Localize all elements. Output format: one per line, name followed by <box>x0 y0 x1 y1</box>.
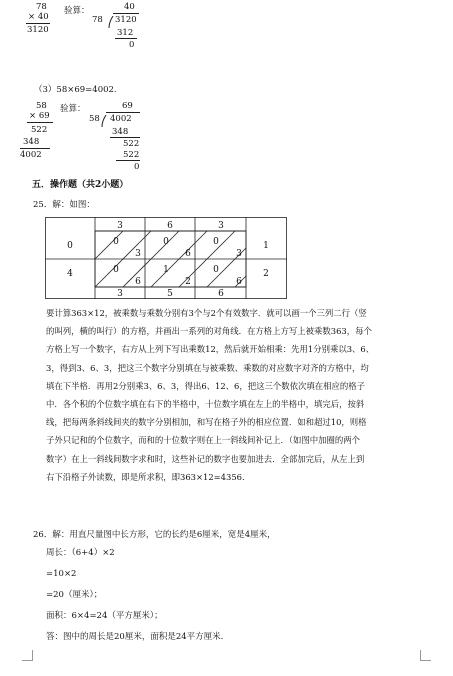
grid-top-2: 6 <box>167 221 173 231</box>
cell-r1c2-tens: 0 <box>163 237 169 247</box>
div1-bar <box>113 13 139 14</box>
section-title: 五．操作题（共2小题） <box>32 180 129 190</box>
cell-r2c1-tens: 0 <box>113 265 119 275</box>
div3-step1: 348 <box>112 127 129 137</box>
mul1-rule <box>26 23 50 24</box>
cell-r2c2-units: 2 <box>185 277 191 287</box>
q25-label: 25．解：如图： <box>33 200 95 210</box>
grid-left-2: 4 <box>67 269 73 279</box>
mul3-rule-1 <box>27 122 53 123</box>
mul1-line-2: × 40 <box>28 12 49 22</box>
mul3-line-4: 348 <box>23 137 40 147</box>
paragraph-line: 要计算363×12，被乘数与乘数分别有3个与2个有效数字．就可以画一个三列二行（竖 <box>46 308 367 318</box>
q26-line-6: 答：图中的周长是20厘米，面积是24平方厘米. <box>46 632 224 642</box>
corner-mark-bottom-right <box>420 650 431 661</box>
grid-right-1: 1 <box>263 241 269 251</box>
paragraph-line: 3，得到3、6、3，把这三个数字分别填在与被乘数、乘数的对应数字对齐的方格中，均 <box>46 362 369 373</box>
cell-r2c3-units: 6 <box>236 277 242 287</box>
mul1-line-1: 78 <box>36 2 47 12</box>
cell-r2c3-tens: 0 <box>213 265 219 275</box>
div3-step2: 522 <box>123 139 140 149</box>
calc3-heading: （3）58×69=4002. <box>34 85 117 95</box>
paragraph-line: 方格上写一个数字，右方从上列下写出乘数12，然后就开始相乘：先用1分别乘以3、6、 <box>46 344 375 355</box>
mul3-line-1: 58 <box>36 101 47 111</box>
mul3-line-2: × 69 <box>29 111 50 121</box>
q26-line-1: 26．解：用直尺量图中长方形，它的长约是6厘米，宽是4厘米， <box>33 530 276 540</box>
q26-line-3: =10×2 <box>46 569 77 579</box>
div1-quotient: 40 <box>124 2 135 12</box>
paragraph-line: 的叫列，横的叫行）的方格，并画出一系列的对角线．在方格上方写上被乘数363，每个 <box>46 326 372 337</box>
paragraph-line: 中．各个积的个位数字填在右下的半格中，十位数字填在左上的半格中，填完后，按斜 <box>46 399 365 410</box>
cell-r1c1-units: 3 <box>135 249 141 259</box>
div1-divisor: 78 <box>92 15 103 25</box>
grid-right-2: 2 <box>263 269 269 279</box>
cell-r1c2-units: 6 <box>185 249 191 259</box>
mul3-rule-2 <box>20 148 50 149</box>
lattice-grid <box>45 217 287 299</box>
cell-r2c1-units: 6 <box>135 277 141 287</box>
div3-bracket <box>101 112 109 124</box>
paragraph-line: 数字）在上一斜线间数字求和时，这些补记的数字也要加进去．全部加完后，从左上到 <box>46 453 365 464</box>
check-label-3: 验算： <box>60 104 86 114</box>
corner-mark-bottom-left <box>22 650 33 661</box>
grid-left-1: 0 <box>67 241 73 251</box>
check-label-1: 验算： <box>64 6 90 16</box>
div3-dividend: 4002 <box>110 114 132 124</box>
q25-paragraph <box>46 304 432 486</box>
div1-step1: 312 <box>117 28 134 38</box>
cell-r1c1-tens: 0 <box>113 237 119 247</box>
q26-line-2: 周长：（6+4）×2 <box>46 548 115 558</box>
grid-top-1: 3 <box>117 221 123 231</box>
div1-remainder: 0 <box>129 40 135 50</box>
mul1-product: 3120 <box>27 25 49 35</box>
paragraph-line: 子外只记和的个位数字，而和的十位数字则在上一斜线间补记上．（如图中加圈的两个 <box>46 435 361 446</box>
paragraph-line: 右下沿格子外读数，即是所求积，即363×12=4356. <box>46 471 245 482</box>
grid-bottom-2: 5 <box>167 289 173 299</box>
cell-r2c2-tens: 1 <box>163 265 169 275</box>
grid-bottom-1: 3 <box>117 289 123 299</box>
mul3-product: 4002 <box>20 150 42 160</box>
paragraph-line: 填在下半格．再用2分别乘3、6、3，得出6、12、6，把这三个数依次填在相应的格子 <box>46 380 365 391</box>
div3-step3: 522 <box>123 150 140 160</box>
grid-bottom-3: 6 <box>218 289 224 299</box>
q26-line-4: =20（厘米）； <box>46 590 103 600</box>
div3-divisor: 58 <box>89 114 100 124</box>
paragraph-line: 线，把每两条斜线间夹的数字分别相加，和写在格子外的相应位置．如和超过10，则格 <box>46 417 367 428</box>
cell-r1c3-tens: 0 <box>213 237 219 247</box>
div3-quotient: 69 <box>122 101 133 111</box>
div1-dividend: 3120 <box>115 15 137 25</box>
q26-line-5: 面积：6×4=24（平方厘米）； <box>46 611 163 621</box>
div3-bar <box>106 112 140 113</box>
grid-outer-border <box>46 218 287 299</box>
grid-top-3: 3 <box>218 221 224 231</box>
cell-r1c3-units: 3 <box>236 249 242 259</box>
div3-rule-1 <box>110 137 140 138</box>
div1-rule <box>115 38 137 39</box>
div3-rule-2 <box>116 160 140 161</box>
mul3-line-3: 522 <box>31 125 48 135</box>
div3-remainder: 0 <box>134 162 140 172</box>
